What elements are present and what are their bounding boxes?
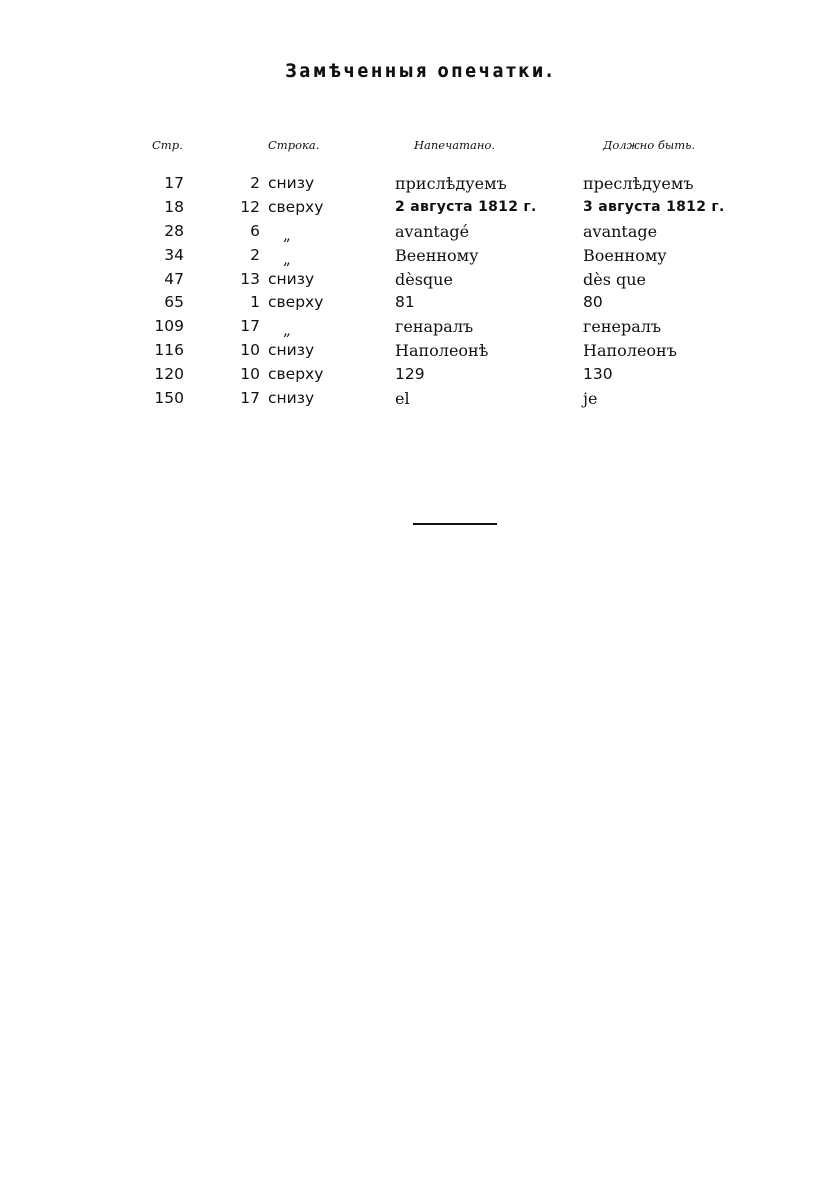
line-direction: сверху [268, 365, 324, 384]
printed-text: 2 августа 1812 г. [395, 198, 537, 215]
table-row [0, 196, 840, 220]
correct-text: 80 [583, 293, 603, 312]
page-number: 47 [164, 269, 184, 288]
page-number: 65 [164, 293, 184, 312]
line-direction: сверху [268, 197, 324, 216]
ditto-mark: „ [283, 249, 291, 268]
correct-text: je [583, 389, 598, 409]
line-number: 10 [240, 341, 260, 360]
table-row [0, 363, 840, 387]
line-direction: снизу [268, 174, 315, 192]
page-number: 150 [154, 389, 184, 408]
table-row [0, 220, 840, 244]
correct-text: dès que [583, 269, 647, 289]
table-row [0, 268, 840, 292]
page-number: 109 [154, 317, 184, 336]
correct-text: генералъ [583, 317, 662, 337]
line-number: 1 [250, 293, 260, 312]
correct-text: avantage [583, 221, 658, 241]
line-direction: снизу [268, 269, 315, 288]
printed-text: прислѣдуемъ [395, 174, 507, 193]
line-number: 2 [250, 174, 260, 192]
table-row [0, 315, 840, 339]
correct-text: Наполеонъ [583, 341, 677, 361]
printed-text: 129 [395, 365, 425, 384]
table-row [0, 291, 840, 315]
page-title: Замѣченныя опечатки. [285, 60, 555, 82]
printed-text: генаралъ [395, 317, 474, 337]
line-direction: сверху [268, 293, 324, 312]
closing-rule-divider [413, 523, 497, 525]
printed-text: 81 [395, 293, 415, 312]
printed-text: Наполеонѣ [395, 341, 489, 361]
page-number: 120 [154, 365, 184, 384]
printed-text: Веенному [395, 245, 479, 265]
line-number: 6 [250, 221, 260, 240]
printed-text: el [395, 389, 410, 409]
page-number: 18 [164, 197, 184, 216]
errata-table [0, 172, 840, 411]
ditto-mark: „ [283, 225, 291, 244]
line-number: 13 [240, 269, 260, 288]
printed-text: avantagé [395, 221, 470, 241]
line-number: 10 [240, 365, 260, 384]
page-number: 17 [164, 174, 184, 192]
printed-text: dèsque [395, 269, 453, 289]
page-number: 34 [164, 245, 184, 264]
table-row [0, 172, 840, 196]
table-row [0, 339, 840, 363]
correct-text: преслѣдуемъ [583, 174, 694, 193]
line-number: 17 [240, 389, 260, 408]
ditto-mark: „ [283, 321, 291, 340]
correct-text: Военному [583, 245, 667, 265]
column-header-line: Строка. [268, 138, 320, 152]
page-number: 28 [164, 221, 184, 240]
table-row [0, 244, 840, 268]
correct-text: 3 августа 1812 г. [583, 198, 725, 215]
column-header-page: Стр. [152, 138, 183, 152]
table-row [0, 387, 840, 411]
correct-text: 130 [583, 365, 613, 384]
column-header-printed: Напечатано. [414, 138, 496, 152]
line-direction: снизу [268, 341, 315, 360]
line-number: 2 [250, 245, 260, 264]
line-number: 17 [240, 317, 260, 336]
line-direction: снизу [268, 389, 315, 408]
page-number: 116 [154, 341, 184, 360]
line-number: 12 [240, 197, 260, 216]
column-header-should-be: Должно быть. [603, 138, 696, 152]
